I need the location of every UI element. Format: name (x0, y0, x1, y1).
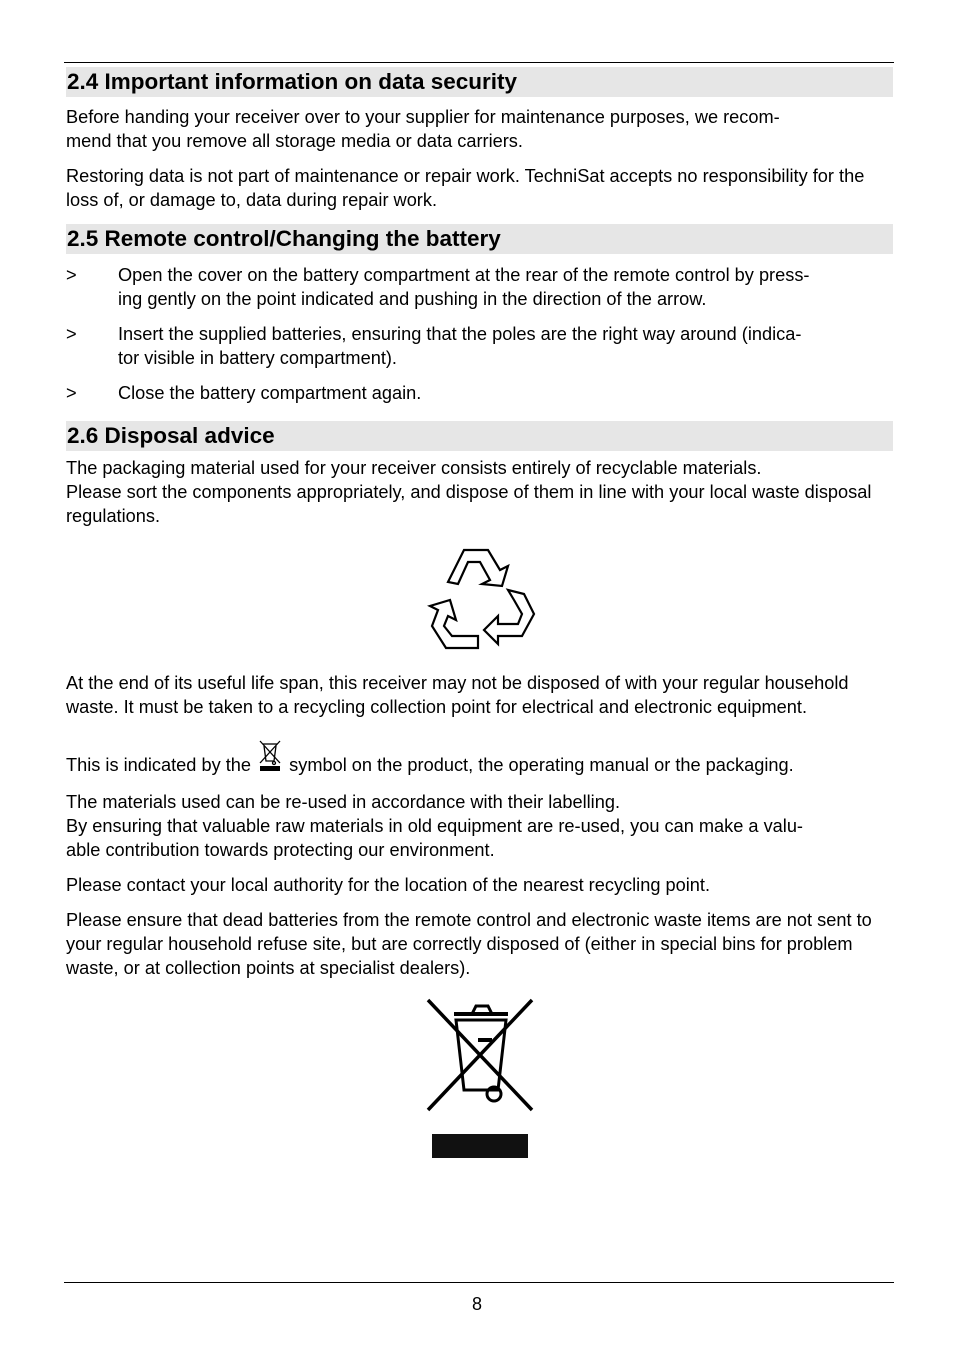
section-2-4-heading: 2.4 Important information on data security (66, 67, 893, 97)
battery-step-2 (66, 322, 893, 370)
symbol-indication-text-before: This is indicated by the (66, 755, 252, 775)
batteries-paragraph: Please ensure that dead batteries from the remote control and electronic waste items are not sent to your regular household refuse site, but are correctly disposed of (either in special bins for problem waste, or at collection points at specialist dealers). (66, 910, 872, 978)
recycle-icon (424, 544, 536, 654)
bottom-rule (64, 1282, 894, 1283)
page-content (66, 67, 893, 1160)
battery-step-text: Insert the supplied batteries, ensuring that the poles are the right way around (indica- tor visible in battery compartment). (118, 324, 802, 368)
contact-paragraph: Please contact your local authority for the location of the nearest recycling point. (66, 875, 710, 895)
weee-inline-icon (258, 739, 282, 779)
symbol-indication-text-after: symbol on the product, the operating manual or the packaging. (289, 755, 794, 775)
battery-step-1 (66, 263, 893, 311)
end-of-life-paragraph: At the end of its useful life span, this receiver may not be disposed of with your regular household waste. It must be taken to a recycling collection point for electrical and electronic equipment. (66, 673, 849, 717)
materials-paragraph: The materials used can be re-used in accordance with their labelling. By ensuring that valuable raw materials in old equipment are re-used, you can make a valu- able contribution towards protecting our environment. (66, 792, 803, 860)
top-rule (64, 62, 894, 63)
symbol-indication-paragraph (66, 739, 893, 779)
section-2-5-heading: 2.5 Remote control/Changing the battery (66, 224, 893, 254)
packaging-paragraph: The packaging material used for your receiver consists entirely of recyclable materials. Please sort the components appropriately, and dispose of them in line with your local waste disposal regulations. (66, 458, 872, 526)
bullet-marker: > (66, 265, 77, 285)
crossed-out-wheelie-bin-icon (422, 994, 538, 1160)
battery-step-3 (66, 381, 893, 405)
data-security-paragraph-2: Restoring data is not part of maintenance or repair work. TechniSat accepts no responsibility for the loss of, or damage to, data during repair work. (66, 166, 865, 210)
data-security-paragraph-1: Before handing your receiver over to your supplier for maintenance purposes, we recom- mend that you remove all storage media or data carriers. (66, 107, 780, 151)
recycle-figure (66, 544, 893, 654)
section-2-6-heading: 2.6 Disposal advice (66, 421, 893, 451)
bullet-marker: > (66, 383, 77, 403)
page-number: 8 (471, 1294, 482, 1314)
bullet-marker: > (66, 324, 77, 344)
battery-step-text: Open the cover on the battery compartment at the rear of the remote control by press- ing gently on the point indicated and pushing in the direction of the arrow. (118, 265, 810, 309)
weee-figure (66, 994, 893, 1160)
battery-step-text: Close the battery compartment again. (118, 383, 422, 403)
